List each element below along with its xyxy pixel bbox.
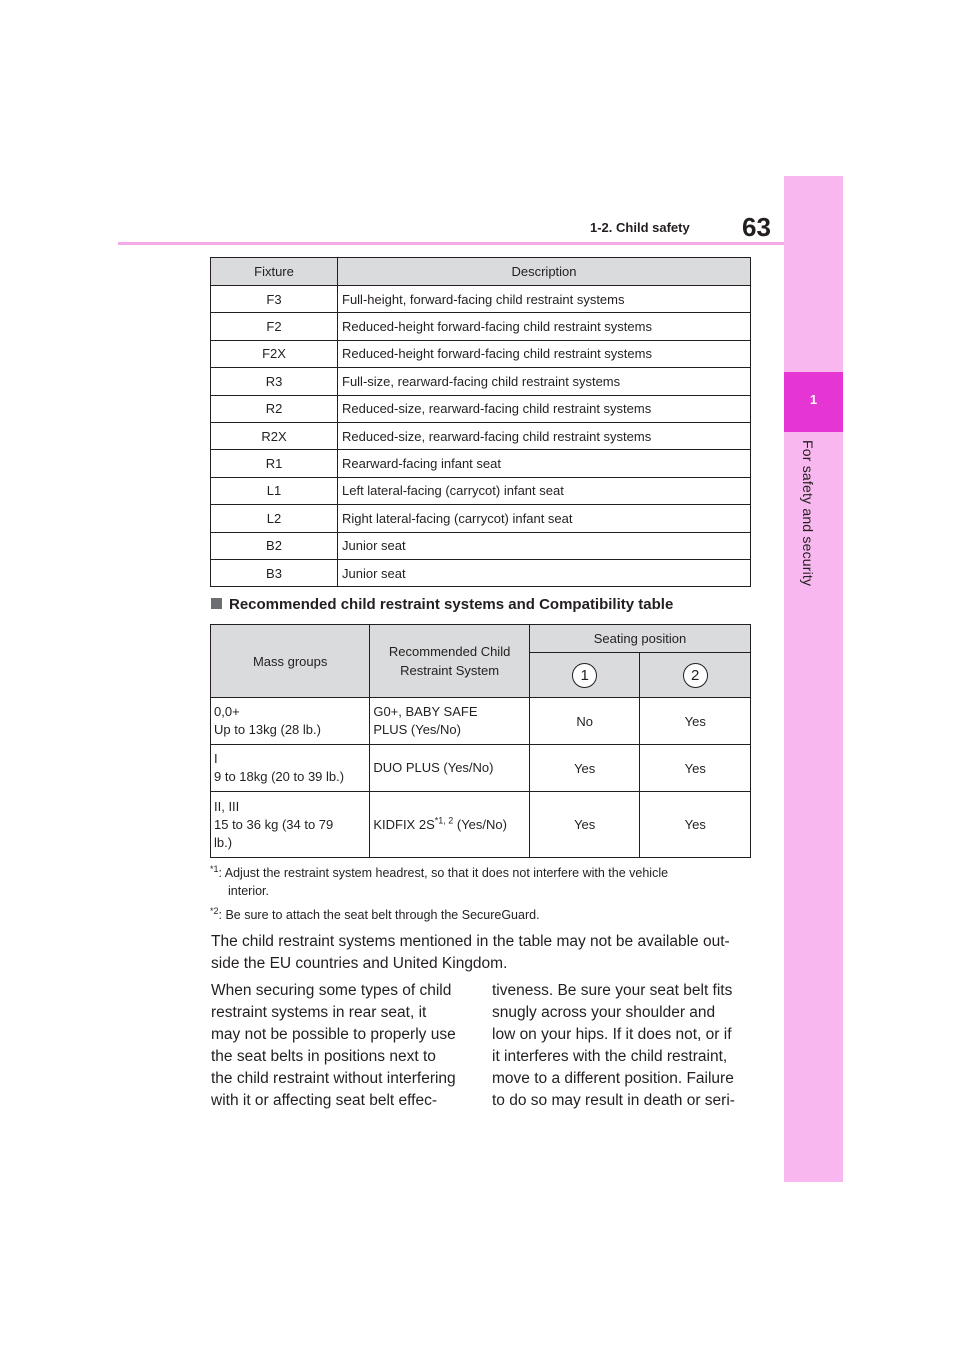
fixture-description: Left lateral-facing (carrycot) infant seat bbox=[338, 477, 751, 504]
position-1-cell: Yes bbox=[529, 745, 640, 792]
seat-2-circle-icon: 2 bbox=[683, 663, 708, 688]
compat-heading-text: Recommended child restraint systems and Compatibility table bbox=[229, 596, 674, 613]
paragraph-line: it interferes with the child restraint, bbox=[492, 1048, 728, 1065]
fixture-description: Junior seat bbox=[338, 559, 751, 586]
paragraph-line: tiveness. Be sure your seat belt fits bbox=[492, 982, 733, 999]
table-row bbox=[211, 698, 751, 745]
position-1-cell: No bbox=[529, 698, 640, 745]
table-row bbox=[211, 532, 751, 559]
fixture-code: B2 bbox=[211, 532, 338, 559]
mass-group-cell bbox=[211, 745, 370, 792]
fixture-description: Reduced-height forward-facing child restraint systems bbox=[338, 340, 751, 367]
mass-groups-header: Mass groups bbox=[211, 625, 370, 698]
paragraph-line: move to a different position. Failure bbox=[492, 1070, 734, 1087]
paragraph-line: the seat belts in positions next to bbox=[211, 1048, 436, 1065]
footnote-2 bbox=[210, 906, 755, 924]
fixture-table-header bbox=[211, 258, 751, 286]
paragraph-line: to do so may result in death or seri- bbox=[492, 1092, 735, 1109]
fixture-description: Reduced-size, rearward-facing child restraint systems bbox=[338, 422, 751, 449]
footnote-1-text-cont: interior. bbox=[228, 884, 269, 898]
table-row bbox=[211, 368, 751, 395]
paragraph-line: with it or affecting seat belt effec- bbox=[211, 1092, 438, 1109]
table-row bbox=[211, 477, 751, 504]
seat-1-header bbox=[529, 653, 640, 698]
paragraph-line: may not be possible to properly use bbox=[211, 1026, 456, 1043]
table-row bbox=[211, 505, 751, 532]
recommended-system-header: Recommended Child Restraint System bbox=[370, 625, 530, 698]
fixture-description: Reduced-size, rearward-facing child restraint systems bbox=[338, 395, 751, 422]
fixture-description: Right lateral-facing (carrycot) infant seat bbox=[338, 505, 751, 532]
description-col-header: Description bbox=[338, 258, 751, 286]
mass-group-cell bbox=[211, 792, 370, 858]
fixture-code: R2 bbox=[211, 395, 338, 422]
footnote-2-mark: *2 bbox=[210, 905, 219, 916]
footnote-2-text: : Be sure to attach the seat belt through the SecureGuard. bbox=[218, 908, 540, 922]
fixture-description: Junior seat bbox=[338, 532, 751, 559]
system-suffix: (Yes/No) bbox=[453, 816, 507, 832]
fixture-description: Full-size, rearward-facing child restraint systems bbox=[338, 368, 751, 395]
fixture-code: F2 bbox=[211, 313, 338, 340]
mass-group: II, III bbox=[214, 798, 240, 814]
compatibility-table bbox=[210, 624, 751, 858]
chapter-label: For safety and security bbox=[800, 440, 816, 587]
system-cell: DUO PLUS (Yes/No) bbox=[370, 745, 530, 792]
mass-weight: Up to 13kg (28 lb.) bbox=[214, 722, 321, 737]
compat-header-row bbox=[211, 625, 751, 653]
mass-weight: 15 to 36 kg (34 to 79 bbox=[214, 816, 334, 832]
left-column-text bbox=[211, 980, 481, 1112]
paragraph-line: The child restraint systems mentioned in the table may not be available out- bbox=[211, 933, 730, 950]
position-1-cell: Yes bbox=[529, 792, 640, 858]
fixture-code: L2 bbox=[211, 505, 338, 532]
table-row bbox=[211, 559, 751, 586]
paragraph-line: side the EU countries and United Kingdom. bbox=[211, 955, 508, 972]
section-title: 1-2. Child safety bbox=[590, 220, 690, 235]
table-row bbox=[211, 313, 751, 340]
fixture-code: R3 bbox=[211, 368, 338, 395]
chapter-number: 1 bbox=[809, 392, 818, 407]
mass-weight: 9 to 18kg (20 to 39 lb.) bbox=[214, 769, 345, 784]
mass-group: 0,0+ bbox=[214, 704, 240, 719]
fixture-code: R2X bbox=[211, 422, 338, 449]
chapter-side-tab bbox=[784, 176, 843, 1182]
header-rule bbox=[118, 242, 784, 245]
fixture-col-header: Fixture bbox=[211, 258, 338, 286]
fixture-description: Rearward-facing infant seat bbox=[338, 450, 751, 477]
paragraph-line: the child restraint without interfering bbox=[211, 1070, 456, 1087]
table-row bbox=[211, 286, 751, 313]
compat-heading bbox=[211, 596, 673, 613]
table-row bbox=[211, 792, 751, 858]
system-name: KIDFIX 2S bbox=[373, 816, 435, 832]
mass-group: I bbox=[214, 751, 218, 766]
paragraph-line: snugly across your shoulder and bbox=[492, 1004, 716, 1021]
fixture-code: F2X bbox=[211, 340, 338, 367]
availability-paragraph bbox=[211, 931, 756, 975]
system-cell bbox=[370, 698, 530, 745]
seat-2-header bbox=[640, 653, 751, 698]
fixture-code: R1 bbox=[211, 450, 338, 477]
system-name: G0+, BABY SAFE bbox=[373, 704, 478, 719]
position-2-cell: Yes bbox=[640, 745, 751, 792]
seat-1-circle-icon: 1 bbox=[572, 663, 597, 688]
paragraph-line: When securing some types of child bbox=[211, 982, 452, 999]
fixture-code: F3 bbox=[211, 286, 338, 313]
seating-position-header: Seating position bbox=[529, 625, 750, 653]
page-number: 63 bbox=[742, 212, 771, 242]
fixture-description: Full-height, forward-facing child restraint systems bbox=[338, 286, 751, 313]
position-2-cell: Yes bbox=[640, 792, 751, 858]
fixture-code: L1 bbox=[211, 477, 338, 504]
paragraph-line: low on your hips. If it does not, or if bbox=[492, 1026, 732, 1043]
footnote-1-text: : Adjust the restraint system headrest, so that it does not interfere with the vehicle bbox=[218, 866, 669, 880]
system-cell bbox=[370, 792, 530, 858]
system-name-cont: PLUS (Yes/No) bbox=[373, 722, 461, 737]
mass-group-cell bbox=[211, 698, 370, 745]
table-row bbox=[211, 340, 751, 367]
table-row bbox=[211, 450, 751, 477]
footnote-1-mark: *1 bbox=[210, 863, 219, 874]
right-column-text bbox=[492, 980, 762, 1112]
fixture-description: Reduced-height forward-facing child restraint systems bbox=[338, 313, 751, 340]
mass-weight-cont: lb.) bbox=[214, 834, 233, 850]
footnote-1 bbox=[210, 864, 755, 900]
table-row bbox=[211, 395, 751, 422]
square-bullet-icon bbox=[211, 598, 222, 609]
paragraph-line: restraint systems in rear seat, it bbox=[211, 1004, 427, 1021]
fixture-code: B3 bbox=[211, 559, 338, 586]
footnote-ref: *1, 2 bbox=[434, 815, 454, 826]
table-row bbox=[211, 422, 751, 449]
fixture-table bbox=[210, 257, 751, 587]
table-row bbox=[211, 745, 751, 792]
position-2-cell: Yes bbox=[640, 698, 751, 745]
